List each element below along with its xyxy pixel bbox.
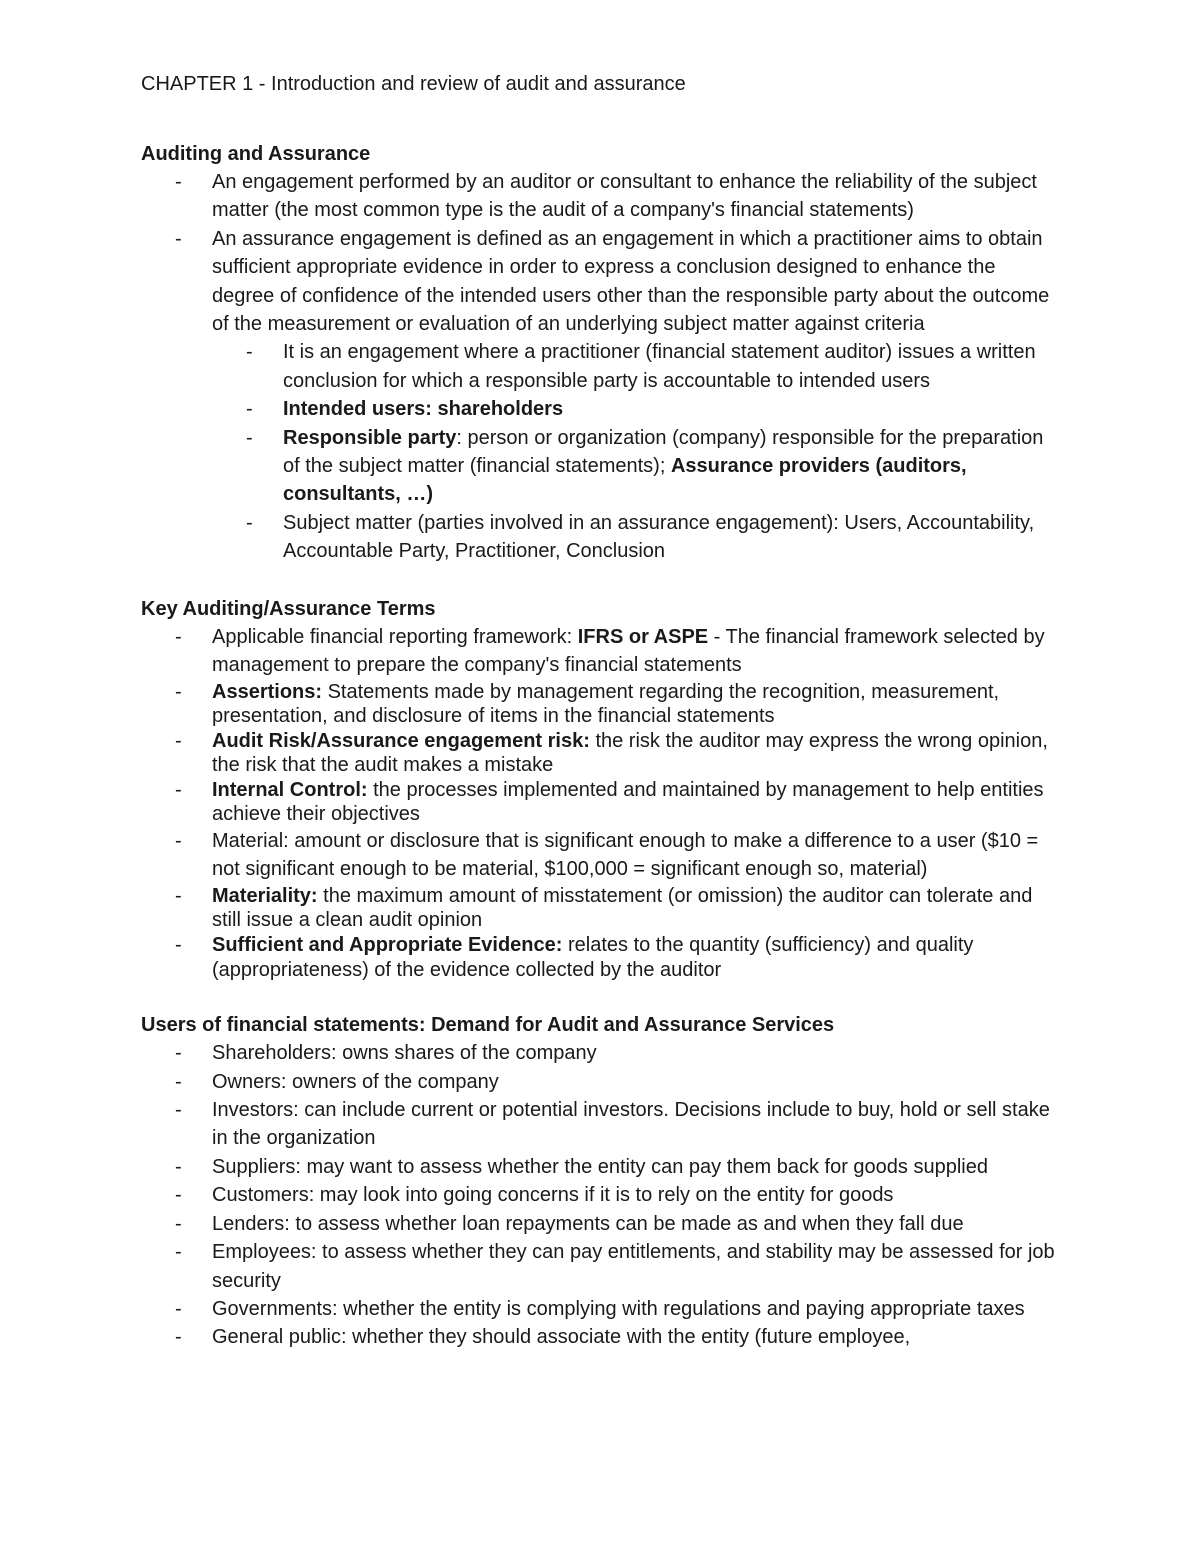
list-item (141, 1039, 1060, 1067)
list-item-text: relates to the quantity (sufficiency) and quality (appropriateness) of the evidence collected by the auditor (212, 934, 974, 981)
section-users-of-financial-statements (141, 1011, 1060, 1351)
bullet-list (141, 1039, 1060, 1351)
sub-list-item (212, 509, 1060, 566)
section-heading: Auditing and Assurance (141, 143, 371, 165)
list-item (141, 778, 1060, 827)
list-item (141, 1068, 1060, 1096)
list-item (141, 884, 1060, 933)
list-item (141, 225, 1060, 566)
list-item-bold-text: Assurance providers (auditors, consultants, …) (283, 455, 967, 506)
list-item-bold-text: Materiality: (212, 884, 318, 907)
list-item-text: the risk the auditor may express the wrong opinion, the risk that the audit makes a mistake (212, 729, 1048, 777)
list-item (141, 1153, 1060, 1181)
list-item (141, 827, 1060, 884)
list-item-text: Statements made by management regarding the recognition, measurement, presentation, and disclosure of items in the financial statements (212, 680, 1000, 728)
sub-list-item (212, 395, 1060, 423)
list-item-bold-text: Audit Risk/Assurance engagement risk: (212, 729, 590, 752)
list-item-text: General public: whether they should associate with the entity (future employee, (212, 1326, 911, 1349)
section-heading: Key Auditing/Assurance Terms (141, 597, 436, 620)
list-item-text: Material: amount or disclosure that is significant enough to make a difference to a user ($10 = not significant enough to be material, $100,000 = significant enough so, material) (212, 830, 1039, 881)
list-item-text: the processes implemented and maintained by management to help entities achieve their objectives (212, 778, 1044, 826)
section-key-terms (141, 595, 1060, 983)
bullet-list (141, 168, 1060, 566)
list-item-bold-text: Responsible party (283, 426, 457, 449)
list-item-text: It is an engagement where a practitioner (financial statement auditor) issues a written conclusion for which a responsible party is accountable to intended users (283, 341, 1036, 392)
bullet-list (141, 623, 1060, 983)
list-item (141, 1295, 1060, 1323)
list-item-bold-text: Sufficient and Appropriate Evidence: (212, 934, 563, 957)
list-item (141, 680, 1060, 729)
section-auditing-and-assurance (141, 140, 1060, 566)
list-item (141, 1210, 1060, 1238)
list-item (141, 1181, 1060, 1209)
list-item (141, 1323, 1060, 1351)
section-heading: Users of financial statements: Demand for Audit and Assurance Services (141, 1014, 835, 1037)
chapter-title: CHAPTER 1 - Introduction and review of audit and assurance (141, 73, 686, 95)
sub-list-item (212, 424, 1060, 509)
sub-list-item (212, 338, 1060, 395)
list-item-text: Subject matter (parties involved in an assurance engagement): Users, Accountability, Accountable Party, Practitioner, Conclusion (283, 511, 1035, 563)
list-item-text: the maximum amount of misstatement (or omission) the auditor can tolerate and still issue a clean audit opinion (212, 884, 1033, 932)
list-item-text: Owners: owners of the company (212, 1070, 499, 1093)
list-item-bold-text: Assertions: (212, 680, 323, 703)
list-item-text: An assurance engagement is defined as an engagement in which a practitioner aims to obtain sufficient appropriate evidence in order to express a conclusion designed to enhance the degree of confidence of the intended users other than the responsible party about the outcome of the measurement or evaluation of an underlying subject matter against criteria (212, 227, 1050, 336)
list-item-text: An engagement performed by an auditor or consultant to enhance the reliability of the subject matter (the most common type is the audit of a company's financial statements) (212, 171, 1037, 222)
list-item-bold-text: Intended users: shareholders (283, 398, 564, 421)
list-item-bold-text: Internal Control: (212, 778, 368, 801)
list-item-text: Employees: to assess whether they can pay entitlements, and stability may be assessed for job security (212, 1241, 1055, 1292)
list-item-text: Investors: can include current or potential investors. Decisions include to buy, hold or sell stake in the organization (212, 1099, 1050, 1150)
list-item (141, 168, 1060, 225)
list-item-text: - The financial framework selected by management to prepare the company's financial statements (212, 625, 1045, 677)
list-item-text: Lenders: to assess whether loan repayments can be made as and when they fall due (212, 1212, 964, 1235)
sub-bullet-list (212, 338, 1060, 565)
list-item (141, 623, 1060, 680)
list-item-text: Shareholders: owns shares of the company (212, 1042, 597, 1065)
list-item (141, 729, 1060, 778)
list-item-bold-text: IFRS or ASPE (577, 625, 709, 648)
list-item-text: Suppliers: may want to assess whether the entity can pay them back for goods supplied (212, 1155, 988, 1178)
list-item-text: : person or organization (company) responsible for the preparation of the subject matter (financial statements); (283, 426, 1044, 478)
list-item (141, 1096, 1060, 1153)
list-item (141, 1238, 1060, 1295)
list-item (141, 933, 1060, 982)
list-item-text: Governments: whether the entity is complying with regulations and paying appropriate taxes (212, 1297, 1025, 1320)
list-item-text: Customers: may look into going concerns if it is to rely on the entity for goods (212, 1184, 894, 1207)
list-item-text: Applicable financial reporting framework: (212, 625, 578, 648)
